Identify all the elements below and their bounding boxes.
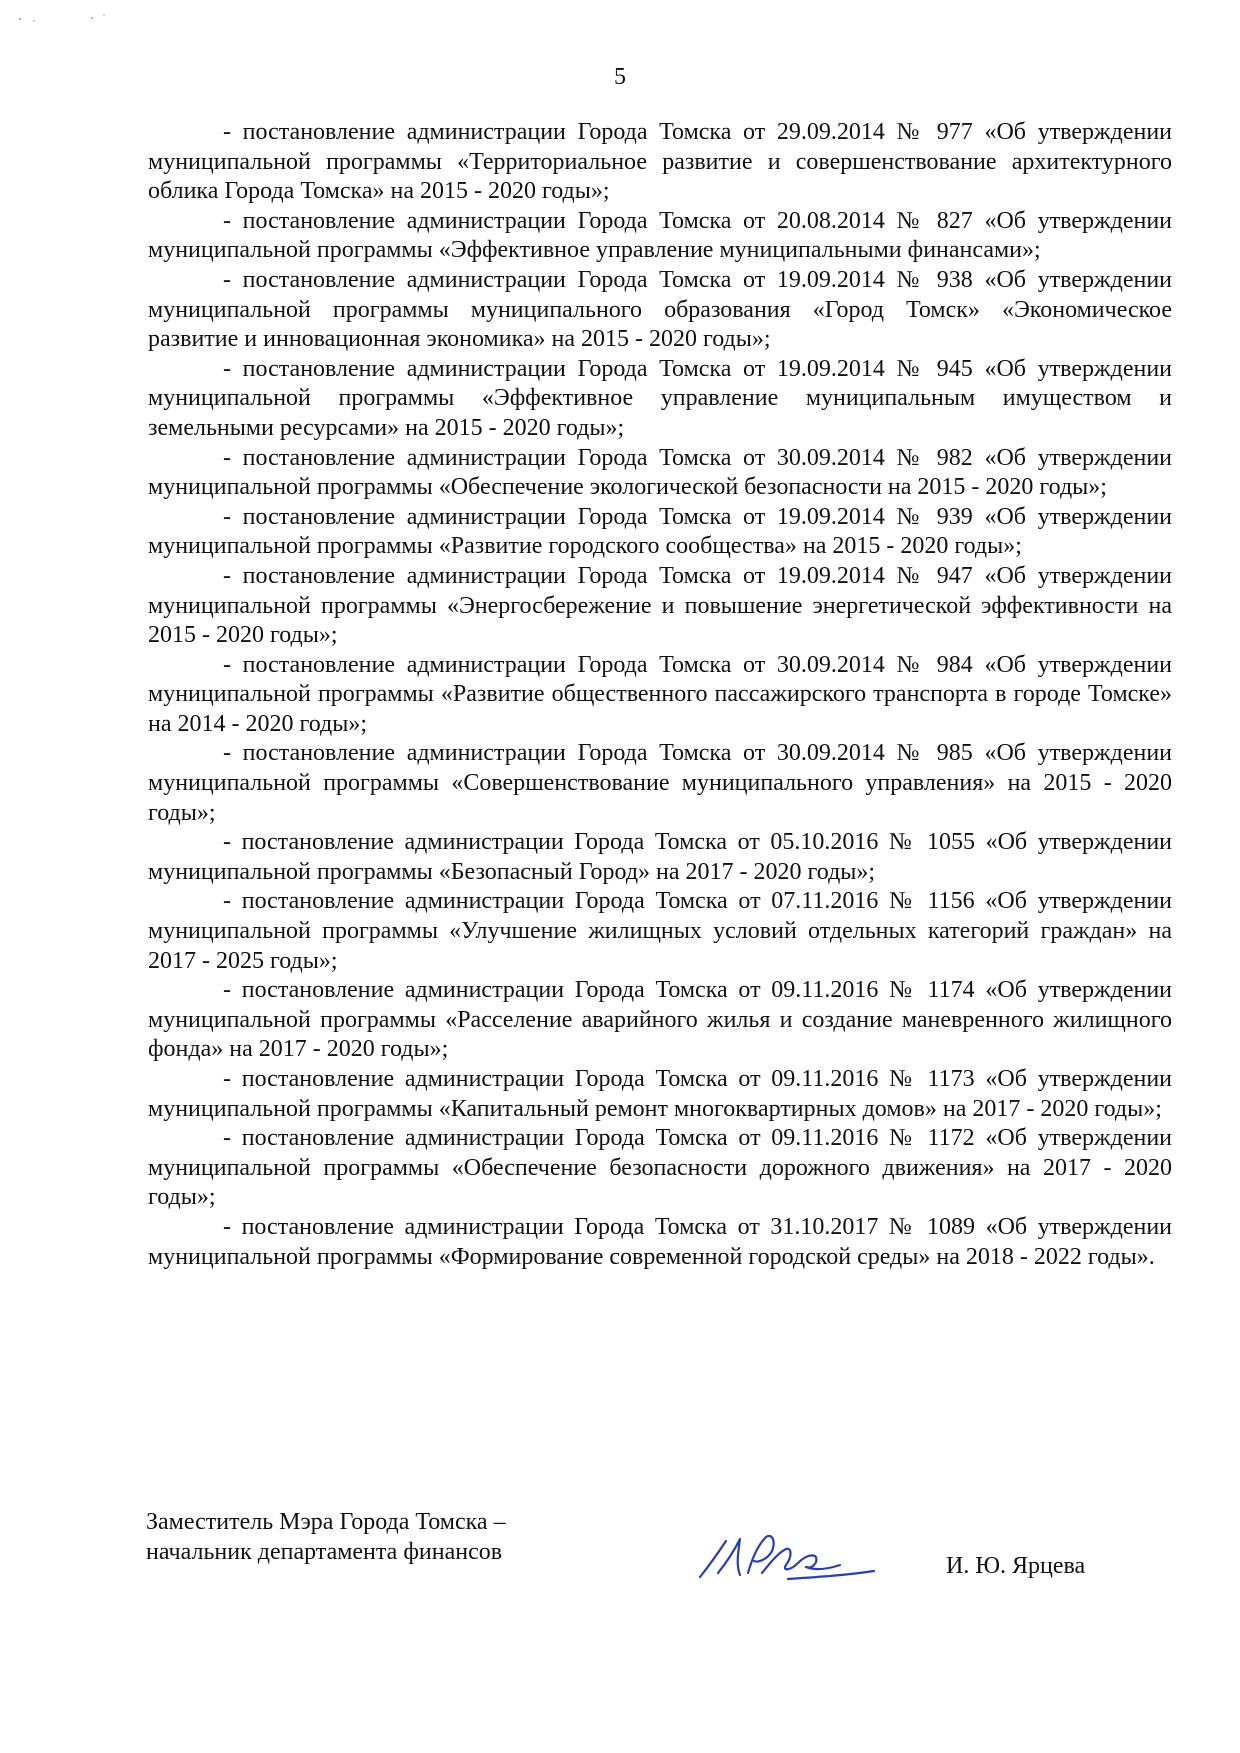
list-item: - постановление администрации Города Томска от 19.09.2014 № 939 «Об утверждении муниципальной программы «Развитие городского сообщества» на 2015 - 2020 годы»; — [148, 503, 1172, 560]
list-item: - постановление администрации Города Томска от 09.11.2016 № 1173 «Об утверждении муниципальной программы «Капитальный ремонт многоквартирных домов» на 2017 - 2020 годы»; — [148, 1066, 1172, 1122]
list-item: - постановление администрации Города Томска от 30.09.2014 № 985 «Об утверждении муниципальной программы «Совершенствование муниципального управления» на 2015 - 2020 годы»; — [148, 740, 1172, 826]
list-item: - постановление администрации Города Томска от 05.10.2016 № 1055 «Об утверждении муниципальной программы «Безопасный Город» на 2017 - 2020 годы»; — [148, 829, 1172, 885]
list-item: - постановление администрации Города Томска от 19.09.2014 № 947 «Об утверждении муниципальной программы «Энергосбережение и повышение энергетической эффективности на 2015 - 2020 годы»; — [148, 562, 1172, 649]
signature-block — [146, 1507, 1176, 1587]
list-item: - постановление администрации Города Томска от 07.11.2016 № 1156 «Об утверждении муниципальной программы «Улучшение жилищных условий отдельных категорий граждан» на 2017 - 2025 годы»; — [148, 888, 1172, 974]
list-item: - постановление администрации Города Томска от 09.11.2016 № 1174 «Об утверждении муниципальной программы «Расселение аварийного жилья и создание маневренного жилищного фонда» на 2017 - 2020 годы»; — [148, 977, 1172, 1063]
signatory-title-line-1: Заместитель Мэра Города Томска – — [146, 1509, 506, 1535]
list-item: - постановление администрации Города Томска от 09.11.2016 № 1172 «Об утверждении муниципальной программы «Обеспечение безопасности дорожного движения» на 2017 - 2020 годы»; — [148, 1125, 1172, 1211]
list-item: - постановление администрации Города Томска от 30.09.2014 № 982 «Об утверждении муниципальной программы «Обеспечение экологической безопасности на 2015 - 2020 годы»; — [148, 444, 1172, 501]
page-number: 5 — [614, 64, 626, 90]
list-item: - постановление администрации Города Томска от 30.09.2014 № 984 «Об утверждении муниципальной программы «Развитие общественного пассажирского транспорта в городе Томске» на 2014 - 2020 годы»; — [148, 651, 1172, 737]
handwritten-signature — [688, 1523, 878, 1587]
list-item: - постановление администрации Города Томска от 20.08.2014 № 827 «Об утверждении муниципальной программы «Эффективное управление муниципальными финансами»; — [148, 207, 1172, 264]
list-item: - постановление администрации Города Томска от 19.09.2014 № 938 «Об утверждении муниципальной программы муниципального образования «Город Томск» «Экономическое развитие и инновационная экономика» на 2015 - 2020 годы»; — [148, 266, 1172, 353]
scan-artifact-marks — [8, 10, 118, 30]
decree-list — [148, 118, 1172, 1272]
signatory-title-line-2: начальник департамента финансов — [146, 1539, 503, 1565]
list-item: - постановление администрации Города Томска от 29.09.2014 № 977 «Об утверждении муниципальной программы «Территориальное развитие и совершенствование архитектурного облика Города Томска» на 2015 - 2020 годы»; — [148, 119, 1172, 205]
signatory-name: И. Ю. Ярцева — [946, 1553, 1086, 1579]
list-item: - постановление администрации Города Томска от 31.10.2017 № 1089 «Об утверждении муниципальной программы «Формирование современной городской среды» на 2018 - 2022 годы». — [148, 1213, 1172, 1270]
signatory-title — [146, 1507, 506, 1567]
list-item: - постановление администрации Города Томска от 19.09.2014 № 945 «Об утверждении муниципальной программы «Эффективное управление муниципальным имуществом и земельными ресурсами» на 2015 - 2020 годы»; — [148, 355, 1172, 441]
